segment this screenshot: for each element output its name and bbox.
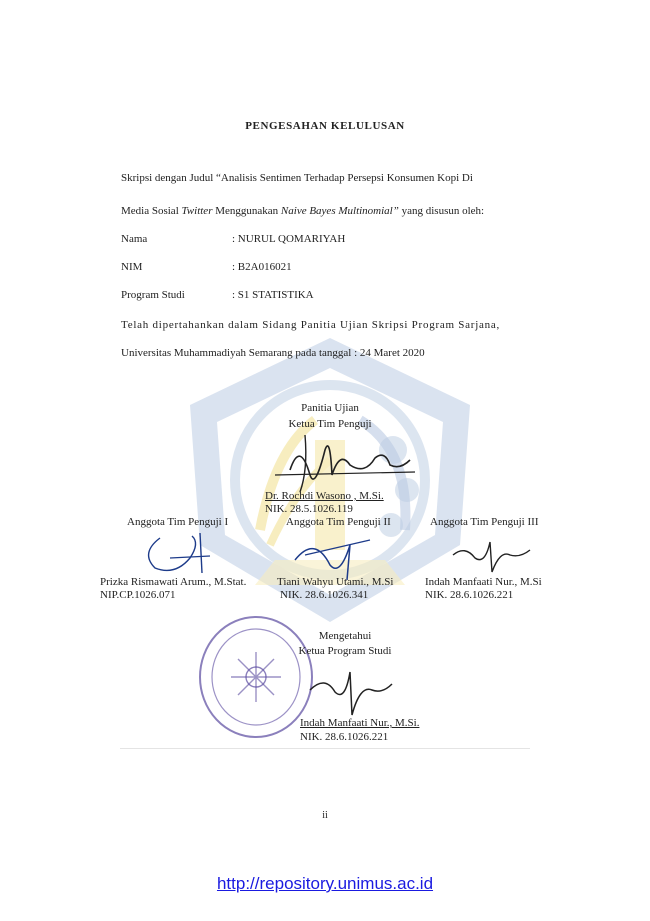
intro-line-2-a: Media Sosial bbox=[121, 205, 182, 217]
kaprodi-nik: NIK. 28.6.1026.221 bbox=[300, 731, 389, 743]
nama-label: Nama bbox=[121, 233, 148, 245]
anggota-1-name: Prizka Rismawati Arum., M.Stat. bbox=[100, 576, 247, 588]
anggota-2-signature bbox=[285, 525, 385, 580]
intro-line-2 bbox=[121, 205, 484, 218]
body-line-2: Universitas Muhammadiyah Semarang pada tanggal : 24 Maret 2020 bbox=[121, 347, 425, 359]
nim-label: NIM bbox=[121, 261, 143, 273]
kaprodi-label: Ketua Program Studi bbox=[298, 645, 392, 657]
intro-line-1: Skripsi dengan Judul “Analisis Sentimen Terhadap Persepsi Konsumen Kopi Di bbox=[121, 172, 473, 184]
page-title: PENGESAHAN KELULUSAN bbox=[245, 120, 405, 132]
kaprodi-signature bbox=[300, 660, 400, 720]
anggota-3-label: Anggota Tim Penguji III bbox=[430, 516, 539, 528]
anggota-1-label: Anggota Tim Penguji I bbox=[127, 516, 229, 528]
nim-value: : B2A016021 bbox=[232, 261, 292, 273]
anggota-3-signature bbox=[445, 530, 535, 575]
intro-line-2-e: yang disusun oleh: bbox=[398, 205, 485, 217]
prodi-label: Program Studi bbox=[121, 289, 185, 301]
panitia-label: Panitia Ujian bbox=[301, 402, 359, 414]
anggota-2-nik: NIK. 28.6.1026.341 bbox=[280, 589, 369, 601]
ketua-signature bbox=[270, 430, 420, 495]
anggota-1-signature bbox=[130, 528, 240, 578]
anggota-1-nik: NIP.CP.1026.071 bbox=[100, 589, 176, 601]
nama-value: : NURUL QOMARIYAH bbox=[232, 233, 346, 245]
intro-line-2-b: Twitter bbox=[181, 205, 213, 217]
anggota-3-nik: NIK. 28.6.1026.221 bbox=[425, 589, 514, 601]
anggota-3-name: Indah Manfaati Nur., M.Si bbox=[425, 576, 542, 588]
prodi-value: : S1 STATISTIKA bbox=[232, 289, 314, 301]
intro-line-2-c: Menggunakan bbox=[212, 205, 281, 217]
page-number: ii bbox=[322, 810, 328, 821]
anggota-2-label: Anggota Tim Penguji II bbox=[286, 516, 391, 528]
anggota-2-name: Tiani Wahyu Utami., M.Si bbox=[277, 576, 394, 588]
faint-rule bbox=[120, 748, 530, 749]
kaprodi-name: Indah Manfaati Nur., M.Si. bbox=[300, 717, 420, 729]
body-line-1: Telah dipertahankan dalam Sidang Panitia Ujian Skripsi Program Sarjana, bbox=[121, 319, 501, 331]
intro-line-2-d: Naive Bayes Multinomial” bbox=[280, 205, 399, 217]
ketua-nik: NIK. 28.5.1026.119 bbox=[265, 503, 353, 515]
mengetahui-label: Mengetahui bbox=[318, 630, 372, 642]
ketua-label: Ketua Tim Penguji bbox=[288, 418, 372, 430]
ketua-name: Dr. Rochdi Wasono , M.Si. bbox=[265, 490, 384, 502]
repository-link[interactable]: http://repository.unimus.ac.id bbox=[216, 874, 434, 893]
